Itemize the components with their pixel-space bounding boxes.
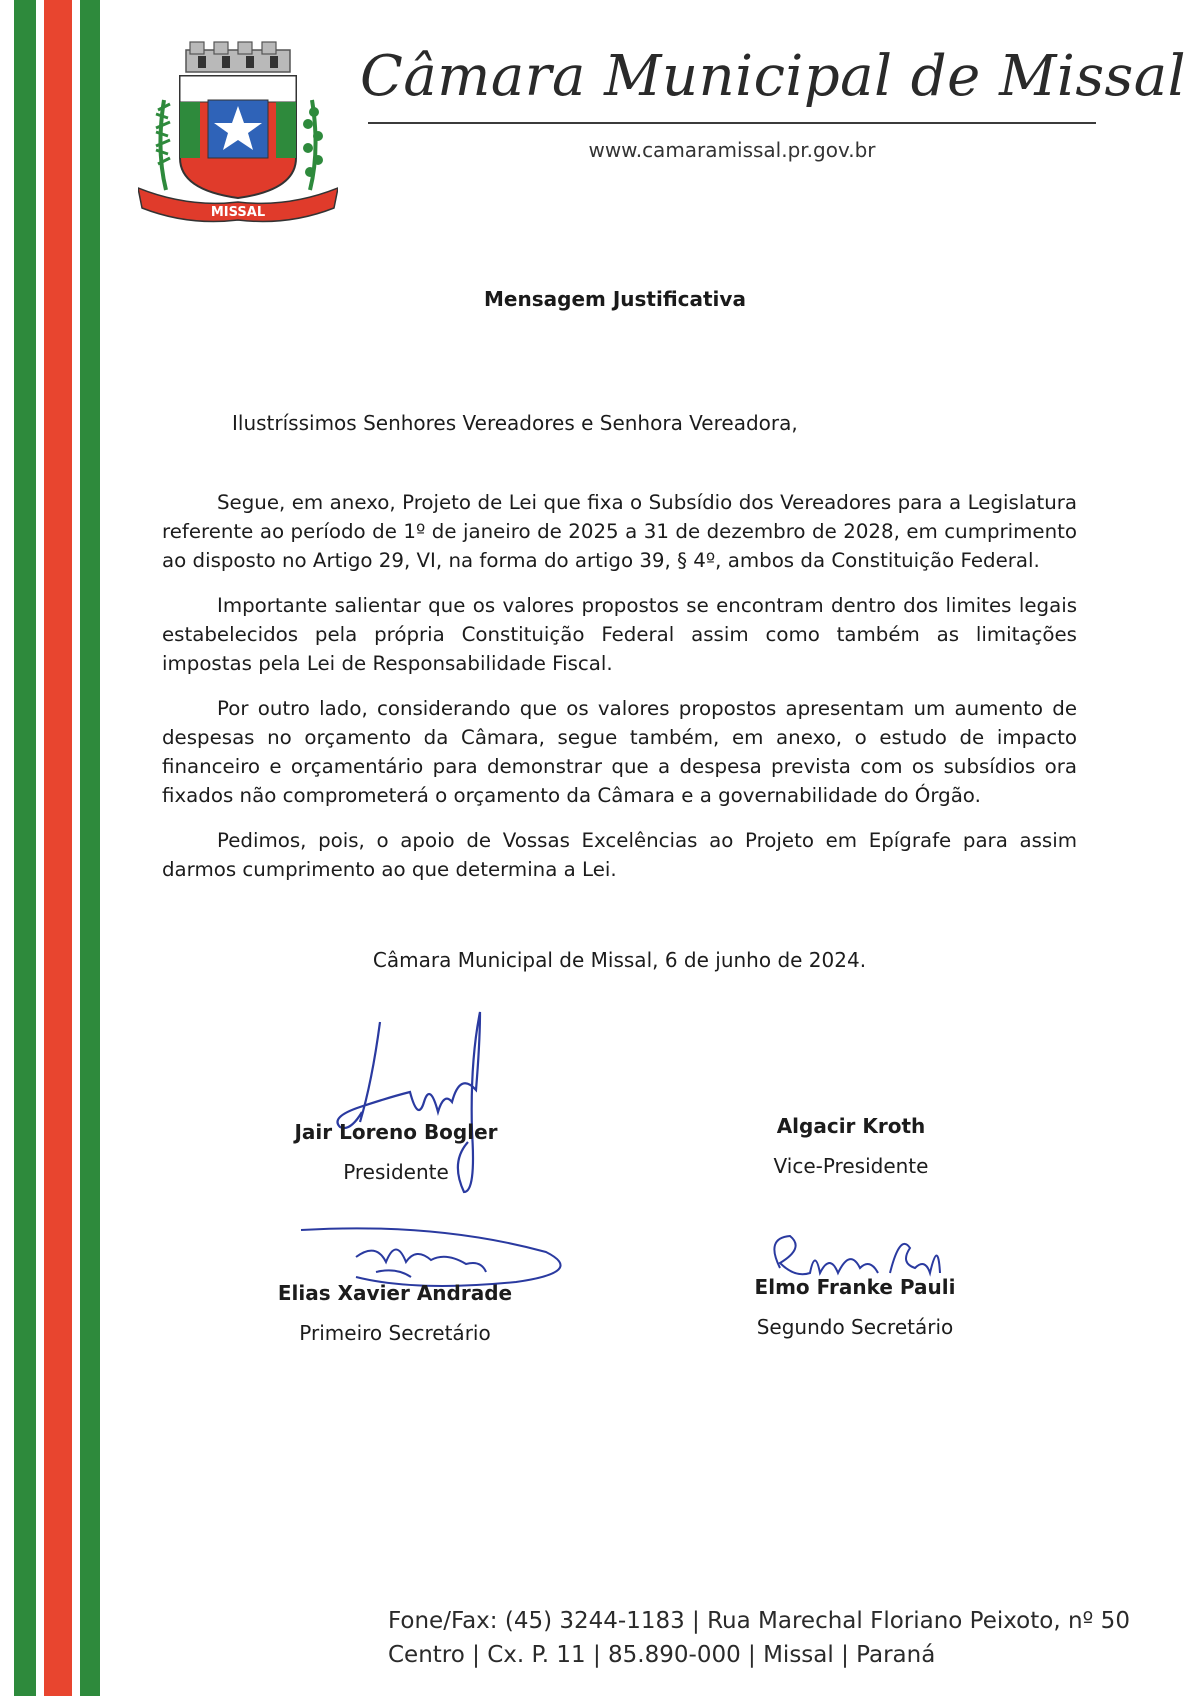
signatory-role-president: Presidente (343, 1160, 449, 1184)
header-divider (368, 122, 1096, 124)
left-stripe-green-inner (80, 0, 100, 1696)
document-title: Mensagem Justificativa (484, 287, 746, 311)
signatory-name-president: Jair Loreno Bogler (294, 1120, 498, 1144)
document-body (162, 488, 1077, 900)
left-stripe-green-outer (14, 0, 36, 1696)
signatory-role-vice-president: Vice-Presidente (773, 1154, 929, 1178)
left-stripe-white-inner (72, 0, 80, 1696)
left-stripe-red (44, 0, 72, 1696)
footer-line-postal: Centro | Cx. P. 11 | 85.890-000 | Missal | Paraná (388, 1642, 936, 1668)
municipal-crest-logo (138, 40, 338, 230)
left-stripe-white (36, 0, 44, 1696)
date-line: Câmara Municipal de Missal, 6 de junho de 2024. (372, 948, 867, 972)
signatory-role-first-secretary: Primeiro Secretário (299, 1321, 491, 1345)
footer-line-phone-address: Fone/Fax: (45) 3244-1183 | Rua Marechal Floriano Peixoto, nº 50 (388, 1608, 1130, 1634)
signatory-name-first-secretary: Elias Xavier Andrade (277, 1281, 513, 1305)
paragraph: Importante salientar que os valores propostos se encontram dentro dos limites legais estabelecidos pela própria Constituição Federal assim como também as limitações impostas pela Lei de Responsabilidade Fiscal. (162, 594, 1077, 675)
signatory-name-vice-president: Algacir Kroth (776, 1114, 926, 1138)
crest-ribbon-text: MISSAL (210, 205, 266, 220)
paragraph: Segue, em anexo, Projeto de Lei que fixa o Subsídio dos Vereadores para a Legislatura referente ao período de 1º de janeiro de 2025 a 31 de dezembro de 2028, em cumprimento ao disposto no Artigo 29, VI, na forma do artigo 39, § 4º, ambos da Constituição Federal. (162, 491, 1077, 572)
signatory-name-second-secretary: Elmo Franke Pauli (754, 1275, 956, 1299)
institution-title: Câmara Municipal de Missal (360, 44, 1187, 109)
footer-contact (388, 1604, 1148, 1672)
paragraph: Por outro lado, considerando que os valores propostos apresentam um aumento de despesas no orçamento da Câmara, segue também, em anexo, o estudo de impacto financeiro e orçamentário para demonstrar que a despesa prevista com os subsídios ora fixados não comprometerá o orçamento da Câmara e a governabilidade do Órgão. (162, 697, 1077, 807)
salutation: Ilustríssimos Senhores Vereadores e Senhora Vereadora, (232, 411, 798, 435)
paragraph: Pedimos, pois, o apoio de Vossas Excelências ao Projeto em Epígrafe para assim darmos cumprimento ao que determina a Lei. (162, 829, 1077, 881)
signatory-role-second-secretary: Segundo Secretário (756, 1315, 954, 1339)
website-url[interactable]: www.camaramissal.pr.gov.br (588, 138, 876, 162)
